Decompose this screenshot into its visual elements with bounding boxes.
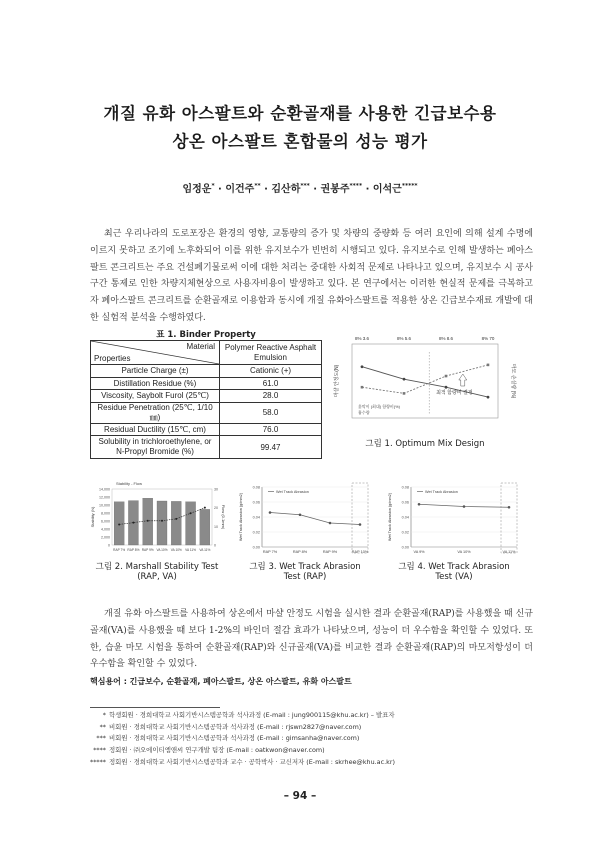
data-point-abrasion <box>445 375 448 378</box>
y-tick-label: 6,000 <box>101 519 110 524</box>
data-point-stability <box>487 396 490 399</box>
y-tick-label: 2,000 <box>101 535 110 540</box>
table-1-caption: 표 1. Binder Property <box>156 330 256 340</box>
table-row <box>91 402 322 423</box>
table-cell-property: Viscosity, Saybolt Furol (25℃) <box>91 390 220 403</box>
y-axis-label: Wet Track Abrasion (g/mm2) <box>388 492 392 542</box>
y-tick-label: 0.00 <box>252 545 260 550</box>
flow-point <box>161 520 163 522</box>
keywords: 핵심용어 : 긴급보수, 순환골재, 폐아스팔트, 상온 아스팔트, 유화 아스팔트 <box>90 677 352 686</box>
figure-3-caption-line-1: 그림 3. Wet Track Abrasion <box>249 562 361 572</box>
x-tick-label: VA 10% <box>156 548 168 552</box>
legend: Stability - Flow <box>116 481 143 486</box>
y-tick-label: 0.04 <box>401 515 409 520</box>
abrasion-point <box>269 511 272 514</box>
author-separator: · <box>362 184 373 195</box>
result-paragraph: 개질 유화 아스팔트를 사용하여 상온에서 마샬 안정도 시험을 실시한 결과 순환골재(RAP)를 사용했을 때 신규골재(VA)를 사용했을 때 보다 1-2%의 바인더 절감 효과가 나타났으며, 성능이 더 우수함을 확인할 수 있었다. 또한, 습윤 마모 시험을 통하여 순환골재(RAP)와 신규골재(VA)를 비교한 결과 순환골재(RAP)의 마모저항성이 더 우수함을 확인할 수 있었다. <box>90 609 533 670</box>
abrasion-point <box>329 522 332 525</box>
page-number: – 94 – <box>283 790 317 802</box>
data-point-abrasion <box>361 386 364 389</box>
legend-2: 흡수량 <box>358 410 370 415</box>
paper-title-line-2: 상온 아스팔트 혼합물의 성능 평가 <box>172 132 428 151</box>
author-separator: · <box>309 184 321 195</box>
footnote-text: 비회원 · 경희대학교 사회기반시스템공학과 석사과정 (E-mail : rjswn2827@naver.com) <box>109 722 362 731</box>
y-axis-label: Wet Track Abrasion (g/mm2) <box>239 492 243 542</box>
x-tick-label: RAP 9% <box>322 550 338 554</box>
figure-4-caption-line-1: 그림 4. Wet Track Abrasion <box>398 562 510 572</box>
author-name: 이건주 <box>225 184 255 195</box>
y-tick-label: 0.08 <box>252 485 260 490</box>
footnote-divider <box>90 707 220 708</box>
abrasion-point <box>359 523 362 526</box>
x-tick-label: VA 10% <box>170 548 182 552</box>
author-mark: ***** <box>401 182 418 190</box>
author-mark: * <box>211 182 215 190</box>
footnote <box>78 733 395 745</box>
figure-4-wet-track-va <box>385 475 523 560</box>
y2-tick-label: 10 <box>214 524 218 529</box>
flow-point <box>204 507 206 509</box>
right-axis-label: 마모 손실량 (%) <box>510 363 516 399</box>
optimum-arrow <box>459 374 467 386</box>
figure-4-caption-line-2: Test (VA) <box>435 572 473 582</box>
figure-2-caption-line-2: (RAP, VA) <box>137 572 177 582</box>
data-point-stability <box>403 378 406 381</box>
stability-bar <box>114 502 124 545</box>
left-axis-label: 마샬 안정도(N) <box>334 364 340 398</box>
paper-title-line-1: 개질 유화 아스팔트와 순환골재를 사용한 긴급보수용 <box>103 104 497 123</box>
author-mark: *** <box>300 182 310 190</box>
legend-1: 흙막이 (최대) 함량비(%) <box>358 404 401 409</box>
footnote-mark: *** <box>96 734 106 743</box>
figure-3-caption-line-2: Test (RAP) <box>283 572 327 582</box>
footnote <box>78 722 395 734</box>
table-cell-value: 61.0 <box>220 377 322 390</box>
header-material: Material <box>186 342 215 351</box>
table-row <box>91 390 322 403</box>
flow-point <box>175 518 177 520</box>
footnote-text: 정회원 · ㈜오에이티엠앤씨 연구개발 팀장 (E-mail : oatkwon@naver.com) <box>109 746 325 755</box>
figure-3-chart <box>236 475 374 560</box>
top-label: 8% 3.6 <box>354 336 370 341</box>
table-cell-property: Particle Charge (±) <box>91 365 220 378</box>
flow-point <box>132 522 134 524</box>
stability-bar <box>171 501 181 545</box>
table-cell-value: 76.0 <box>220 423 322 436</box>
y-tick-label: 0.04 <box>252 515 260 520</box>
figure-2-marshall <box>88 475 226 560</box>
y-tick-label: 0.08 <box>401 485 409 490</box>
table-cell-property: Solubility in trichloroethylene, or N-Propyl Bromide (%) <box>91 436 220 459</box>
y-tick-label: 0.02 <box>252 530 260 535</box>
y2-tick-label: 20 <box>214 506 218 511</box>
top-label: 8% 5.6 <box>396 336 412 341</box>
table-cell-value: 58.0 <box>220 402 322 423</box>
x-tick-label: RAP 9% <box>141 548 154 552</box>
figure-1-chart <box>330 330 520 430</box>
top-label: 8% 8.6 <box>438 336 454 341</box>
y-tick-label: 0.06 <box>401 500 409 505</box>
footnote-mark: **** <box>93 746 106 755</box>
x-tick-label: RAP 7% <box>262 550 278 554</box>
x-tick-label: RAP 8% <box>127 548 140 552</box>
footnote-mark: ***** <box>90 757 106 766</box>
x-tick-label: RAP 8% <box>292 550 308 554</box>
abrasion-point <box>508 506 511 509</box>
figure-1-optimum-mix <box>330 330 520 430</box>
footnote-text: 비회원 · 경희대학교 사회기반시스템공학과 석사과정 (E-mail : gimsanha@naver.com) <box>109 734 360 743</box>
y-tick-label: 0.02 <box>401 530 409 535</box>
flow-point <box>147 520 149 522</box>
footnote-text: 학생회원 · 경희대학교 사회기반시스템공학과 석사과정 (E-mail : jung900115@khu.ac.kr) – 발표자 <box>109 711 395 719</box>
top-label: 8% 70 <box>481 336 495 341</box>
figure-1-caption: 그림 1. Optimum Mix Design <box>365 439 485 449</box>
author-list <box>0 180 600 195</box>
data-point-abrasion <box>487 364 490 367</box>
footnotes <box>78 710 395 769</box>
figure-3-wet-track-rap <box>236 475 374 560</box>
author-separator: · <box>260 184 272 195</box>
x-tick-label: VA 11% <box>185 548 197 552</box>
header-value: Polymer Reactive Asphalt Emulsion <box>220 341 322 365</box>
author-mark: ** <box>254 182 261 190</box>
highlight-box <box>352 483 368 553</box>
footnote-mark: ** <box>99 722 106 731</box>
intro-paragraph: 최근 우리나라의 도로포장은 환경의 영향, 교통량의 증가 및 차량의 중량화 등 여러 요인에 의해 설계 수명에 이르지 못하고 조기에 노후화되어 이를 위한 유지보수가 빈번히 시행되고 있다. 유지보수로 인해 발생하는 폐아스팔트 콘크리트는 주요 건설폐기물로써 이에 대한 처리는 중대한 사회적 문제로 나타나고 있으며, 유지보수 시 공사구간 통제로 인한 차량지체현상으로 사용자비용이 발생하고 있다. 본 연구에서는 이러한 현실적 문제를 극복하고자 폐아스팔트 콘크리트를 순환골재로 이용함과 동시에 개질 유화아스팔트를 적용한 상온 긴급보수재료 개발에 대한 실험적 분석을 수행하였다. <box>90 229 533 323</box>
abrasion-point <box>418 503 421 506</box>
abrasion-line <box>270 513 360 525</box>
x-tick-label: VA 11% <box>502 550 516 554</box>
y-tick-label: 14,000 <box>99 487 110 492</box>
y2-tick-label: 30 <box>214 487 218 492</box>
table-cell-property: Residue Penetration (25℃, 1/10㎜) <box>91 402 220 423</box>
table-row <box>91 423 322 436</box>
figure-2-caption-line-1: 그림 2. Marshall Stability Test <box>95 562 219 572</box>
table-cell-property: Residual Ductility (15℃, cm) <box>91 423 220 436</box>
abrasion-point <box>463 505 466 508</box>
y-axis-label: Stability (N) <box>90 506 95 528</box>
footnote <box>78 745 395 757</box>
header-properties: Properties <box>94 354 131 363</box>
footnote <box>78 757 395 769</box>
binder-property-table <box>90 340 322 459</box>
table-cell-value: 28.0 <box>220 390 322 403</box>
y-tick-label: 0.00 <box>401 545 409 550</box>
y-tick-label: 0 <box>108 543 110 548</box>
x-tick-label: VA 9% <box>413 550 425 554</box>
stability-bar <box>200 509 210 545</box>
abrasion-point <box>299 513 302 516</box>
x-tick-label: RAP 7% <box>113 548 126 552</box>
highlight-box <box>501 483 517 553</box>
figure-2-chart <box>88 475 226 560</box>
x-tick-label: VA 10% <box>457 550 471 554</box>
footnote-text: 정회원 · 경희대학교 사회기반시스템공학과 교수 · 공학박사 · 교신저자 (E-mail : skrhee@khu.ac.kr) <box>109 757 395 766</box>
author-name: 권봉주 <box>320 184 350 195</box>
table-cell-value: Cationic (+) <box>220 365 322 378</box>
y-tick-label: 0.06 <box>252 500 260 505</box>
figure-4-chart <box>385 475 523 560</box>
flow-point <box>118 523 120 525</box>
stability-bar <box>186 502 196 545</box>
y-tick-label: 12,000 <box>99 495 110 500</box>
table-corner-cell <box>91 341 220 365</box>
data-point-stability <box>361 365 364 368</box>
footnote-mark: * <box>102 711 106 719</box>
author-name: 김산하 <box>271 184 301 195</box>
table-row <box>91 377 322 390</box>
optimum-annotation: 최적 함량비 결정 <box>436 390 473 396</box>
legend: Wet Track Abrasion <box>425 490 458 494</box>
stability-bar <box>157 501 167 545</box>
footnote <box>78 710 395 722</box>
y-tick-label: 10,000 <box>99 503 110 508</box>
x-tick-label: VA 11% <box>199 548 211 552</box>
author-name: 임정운 <box>182 184 212 195</box>
author-mark: **** <box>349 182 363 190</box>
author-separator: · <box>214 184 226 195</box>
table-row <box>91 436 322 459</box>
table-row <box>91 365 322 378</box>
x-tick-label: RAP 10% <box>351 550 369 554</box>
legend: Wet Track Abrasion <box>276 490 309 494</box>
flow-point <box>190 512 192 514</box>
y-tick-label: 4,000 <box>101 527 110 532</box>
table-cell-value: 99.47 <box>220 436 322 459</box>
table-cell-property: Distillation Residue (%) <box>91 377 220 390</box>
y2-tick-label: 0 <box>214 543 216 548</box>
data-point-stability <box>445 386 448 389</box>
y-tick-label: 8,000 <box>101 511 110 516</box>
data-point-abrasion <box>403 392 406 395</box>
author-name: 이석근 <box>372 184 402 195</box>
y2-axis-label: Flow (0.1mm) <box>221 504 226 530</box>
